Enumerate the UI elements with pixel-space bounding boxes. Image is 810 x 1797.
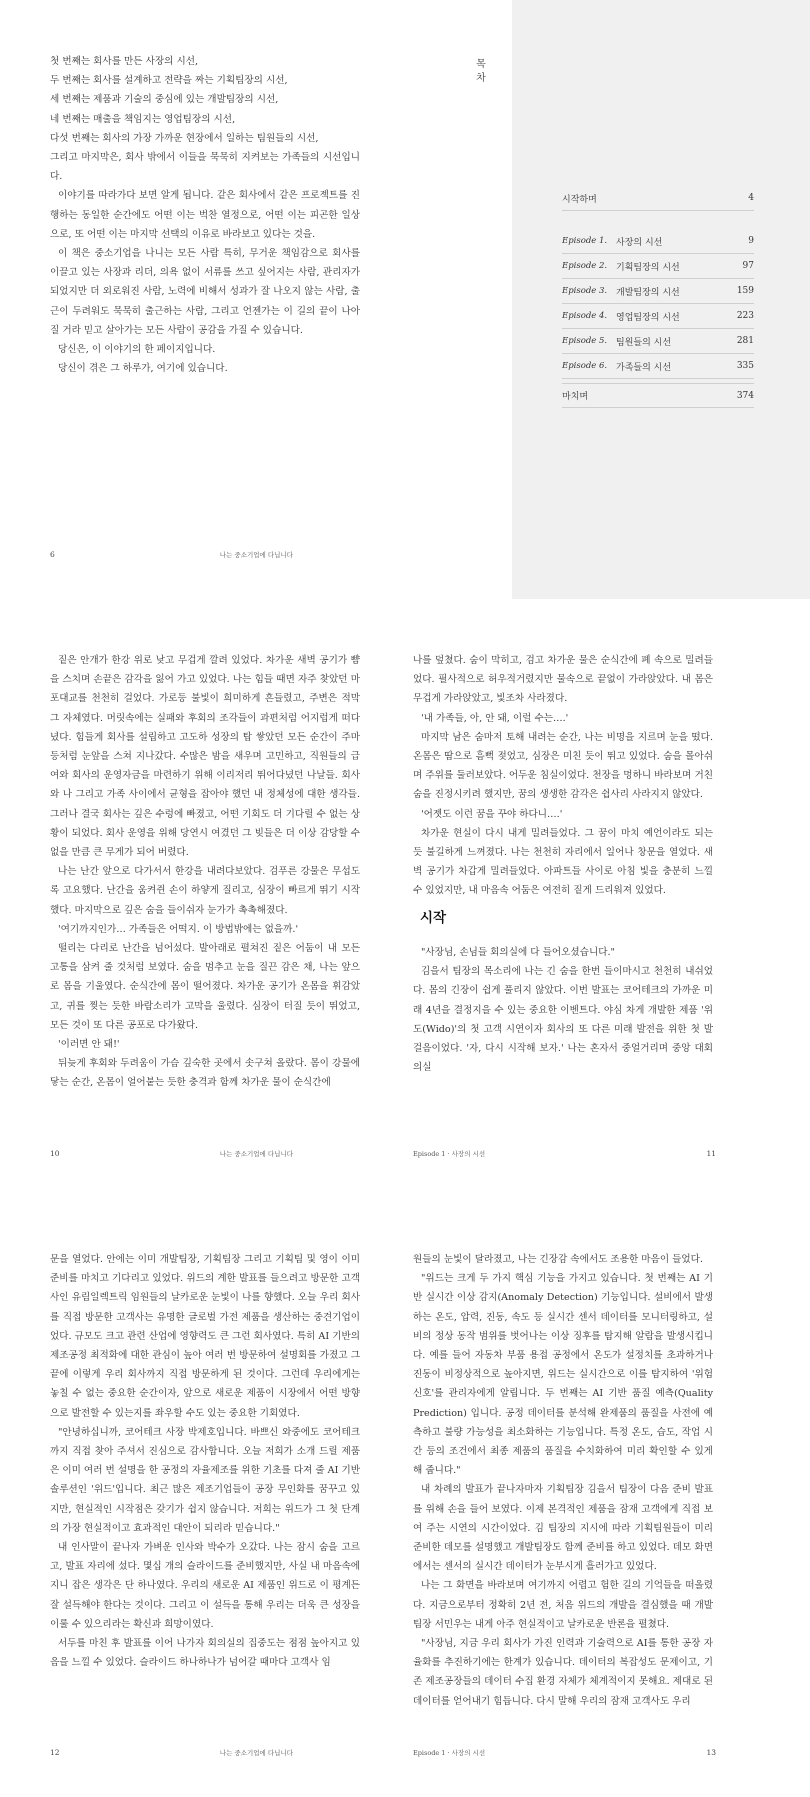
paragraph: 나는 그 화면을 바라보며 여기까지 어렵고 험한 길의 기억들을 떠올렸다. 지금으로부터 정확히 2년 전, 처음 위드의 개발을 결심했을 때 개발팀장 서민우는 내게 아주 현실적이고 날카로운 반론을 펼쳤다. [413, 1580, 713, 1630]
toc-entry-episode-2[interactable] [562, 254, 754, 279]
paragraph: "사장님, 손님들 회의실에 다 들어오셨습니다." [421, 947, 615, 958]
paragraph: 이야기를 따라가다 보면 알게 됩니다. 같은 회사에서 같은 프로젝트를 진행하는 동일한 순간에도 어떤 이는 벅찬 열정으로, 어떤 이는 피곤한 일상으로, 또 어떤 이는 마지막 선택의 이유로 바라보고 있다는 것을. [50, 190, 360, 240]
line: 두 번째는 회사를 설계하고 전략을 짜는 기획팀장의 시선, [50, 75, 288, 87]
toc-title-char: 차 [476, 73, 486, 84]
paragraph: "안녕하십니까, 코어테크 사장 박제호입니다. 바쁘신 와중에도 코어테크까지 직접 찾아 주셔서 진심으로 감사합니다. 오늘 저희가 소개 드릴 제품은 이미 여러 번 설명을 한 공정의 자율제조를 위한 기초를 다져 줄 AI 기반 솔루션인 '위드'입니다. 최근 많은 제조기업들이 공장 무인화를 꿈꾸고 있지만, 현실적인 시작점은 갖기가 쉽지 않습니다. 저희는 위드가 그 첫 단계의 가장 현실적이고 효과적인 대안이 되리라 믿습니다." [50, 1426, 360, 1534]
paragraph: 나를 덮쳤다. 숨이 막히고, 검고 차가운 물은 순식간에 폐 속으로 밀려들었다. 필사적으로 허우적거렸지만 물속으로 끝없이 가라앉았다. 내 몸은 무겁게 가라앉았고, 빛조차 사라졌다. [413, 655, 713, 705]
paragraph: 당신은, 이 이야기의 한 페이지입니다. [58, 344, 216, 356]
line: 그리고 마지막은, 회사 밖에서 이들을 묵묵히 지켜보는 가족들의 시선입니다. [50, 152, 360, 183]
paragraph: "사장님, 지금 우리 회사가 가진 인력과 기술력으로 AI를 통한 공장 자율화를 추진하기에는 한계가 있습니다. 데이터의 복잡성도 문제이고, 기존 제조공장들의 데이터 수집 환경 자체가 체계적이지 못해요. 제대로 된 데이터를 얻어내기 힘듭니다. 다시 말해 우리의 잠재 고객사도 우리 [413, 1638, 713, 1707]
book-page-11 [405, 599, 810, 1198]
running-head: 나는 중소기업에 다닙니다 [219, 1749, 293, 1757]
episode-label: Episode 5. [562, 336, 608, 346]
paragraph: 김을서 팀장의 목소리에 나는 긴 숨을 한번 들이마시고 천천히 내쉬었다. 몸의 긴장이 쉽게 풀리지 않았다. 이번 발표는 코어테크의 가까운 미래 4년을 결정지을 수 있는 중요한 이벤트다. 야심 차게 개발한 제품 '위도(Wido)'의 첫 고객 시연이자 회사의 또 다른 미래 발전을 위한 첫 발걸음이었다. '자, 다시 시작해 보자.' 나는 혼자서 중얼거리며 중앙 대회의실 [413, 966, 713, 1074]
page-10-body [50, 651, 360, 1093]
toc-entry-page: 9 [748, 236, 754, 246]
episode-label: Episode 3. [562, 286, 608, 296]
paragraph: "위드는 크게 두 가지 핵심 기능을 가지고 있습니다. 첫 번째는 AI 기반 실시간 이상 감지(Anomaly Detection) 기능입니다. 설비에서 발생하는 온도, 압력, 진동, 속도 등 실시간 센서 데이터를 모니터링하고, 설비의 정상 동작 범위를 벗어나는 이상 징후를 탐지해 알람을 발생시킵니다. 예를 들어 자동차 부품 용접 공정에서 온도가 설정치를 초과하거나 진동이 비정상적으로 높아지면, 위드는 실시간으로 이를 탐지하여 '위험 신호'를 관리자에게 알립니다. 두 번째는 AI 기반 품질 예측(Quality Prediction) 입니다. 공정 데이터를 분석해 완제품의 품질을 사전에 예측하고 불량 가능성을 최소화하는 기능입니다. 특정 온도, 습도, 작업 시간 등의 조건에서 최종 제품의 품질을 수치화하여 미리 확인할 수 있게 해 줍니다." [413, 1273, 713, 1477]
toc-intro [562, 186, 754, 211]
page-number: 10 [50, 1149, 60, 1158]
running-head: Episode 1 · 사장의 시선 [413, 1150, 486, 1158]
toc-entry-title: 기획팀장의 시선 [616, 262, 680, 273]
page-13-body [413, 1250, 713, 1711]
paragraph: 떨리는 다리로 난간을 넘어섰다. 발아래로 펼쳐진 짙은 어둠이 내 모든 고통을 삼켜 줄 것처럼 보였다. 숨을 멈추고 눈을 질끈 감은 채, 나는 앞으로 몸을 기울였다. 순식간에 몸이 떨어졌다. 차가운 공기가 온몸을 휘감았고, 귀를 찢는 듯한 바람소리가 고막을 울렸다. 심장이 터질 듯이 뛰었고, 모든 것이 또 다른 공포로 다가왔다. [50, 943, 360, 1031]
book-page-10 [0, 599, 405, 1198]
paragraph: 문을 열었다. 안에는 이미 개발팀장, 기획팀장 그리고 기획팀 및 영이 이미 준비를 마치고 기다리고 있었다. 위드의 계한 발표를 들으려고 방문한 고객사인 유림일렉트릭 임원들의 날카로운 눈빛이 나를 향했다. 오늘 우리 회사를 직접 방문한 고객사는 유명한 글로벌 가전 제품을 생산하는 중견기업이었다. 규모도 크고 관련 산업에 영향력도 큰 그런 회사였다. 특히 AI 기반의 제조공정 최적화에 대한 관심이 높아 여러 번 방문하여 설명회를 가졌고 그 끝에 이렇게 우리 회사까지 직접 방문하게 된 것이다. 그런데 우리에게는 놓칠 수 없는 중요한 순간이자, 앞으로 새로운 제품이 시장에서 어떤 방향으로 발전할 수 있는지를 좌우할 수도 있는 중요한 기회였다. [50, 1254, 360, 1419]
toc-entry-episode-4[interactable] [562, 304, 754, 329]
toc-episodes [562, 229, 754, 379]
line: 첫 번째는 회사를 만든 사장의 시선, [50, 56, 199, 67]
page-11-body-bottom [413, 943, 713, 1077]
toc-entry-page: 281 [736, 336, 754, 346]
toc-entry-episode-5[interactable] [562, 329, 754, 354]
page-number: 13 [706, 1748, 716, 1757]
line: 다섯 번째는 회사의 가장 가까운 현장에서 일하는 팀원들의 시선, [50, 132, 319, 144]
paragraph: 원들의 눈빛이 달라졌고, 나는 긴장감 속에서도 조용한 마음이 들었다. [413, 1254, 703, 1265]
paragraph: 차가운 현실이 다시 내게 밀려들었다. 그 꿈이 마치 예언이라도 되는 듯 불길하게 느껴졌다. 나는 천천히 자리에서 일어나 창문을 열었다. 새벽 공기가 차갑게 밀려들었다. 아파트들 사이로 아침 빛을 충분히 느낄 수 있었지만, 내 마음속 어둠은 여전히 짙게 드리워져 있었다. [413, 827, 713, 897]
episode-label: Episode 6. [562, 361, 608, 371]
episode-label: Episode 1. [562, 236, 608, 246]
toc-entry-title: 영업팀장의 시선 [616, 312, 680, 323]
paragraph: 내 인사말이 끝나자 가벼운 인사와 박수가 오갔다. 나는 잠시 숨을 고르고, 발표 자리에 섰다. 몇십 개의 슬라이드를 준비했지만, 사실 내 마음속에 지니 잡은 생각은 단 하나였다. 우리의 새로운 AI 제품인 위드로 이 평계든 잘 설득해야 한다는 것이다. 그리고 이 설득을 통해 우리는 더욱 큰 성장을 이룰 수 있으리라는 확신과 희망이였다. [50, 1542, 360, 1630]
book-page-6 [0, 0, 405, 599]
toc-vertical-title [474, 58, 488, 86]
paragraph: 내 차례의 발표가 끝나자마자 기획팀장 김을서 팀장이 다음 준비 발표를 위해 손을 들어 보였다. 이제 본격적인 제품을 잠재 고객에게 직접 보여 주는 시연의 시간이었다. 김 팀장의 지시에 따라 기획팀원들이 미리 준비한 데모를 설명했고 개발팀장도 함께 준비를 하고 있었다. 데모 화면에서는 센서의 실시간 데이터가 눈부시게 흘러가고 있었다. [413, 1484, 713, 1573]
toc-outro [562, 383, 754, 408]
page-number: 11 [706, 1149, 716, 1158]
toc-entry-page: 374 [736, 390, 754, 401]
toc-entry-title: 사장의 시선 [616, 237, 663, 248]
toc-title-char: 목 [476, 59, 486, 70]
paragraph: '내 가족들, 아, 안 돼, 이럴 수는….' [421, 712, 569, 724]
line: 세 번째는 제품과 기술의 중심에 있는 개발팀장의 시선, [50, 94, 279, 106]
paragraph: 이 책은 중소기업을 나니는 모든 사람 특히, 무거운 책임감으로 회사를 이끌고 있는 사장과 리더, 의욕 없이 서류를 쓰고 싶어지는 사람, 관리자가 되었지만 더 외로워진 사람, 노력에 비해서 성과가 잘 나오지 않는 사람, 출근이 두려워도 묵묵히 출근하는 사람, 그리고 언젠가는 이 길의 끝이 나아질 거라 믿고 살아가는 모든 사람이 공감을 가질 수 있습니다. [50, 248, 360, 336]
toc-entry-page: 335 [736, 361, 754, 371]
episode-label: Episode 4. [562, 311, 608, 321]
toc-entry-title: 개발팀장의 시선 [616, 287, 680, 298]
toc-entry-page: 4 [748, 193, 754, 203]
paragraph: 나는 난간 앞으로 다가서서 한강을 내려다보았다. 검푸른 강물은 무섭도록 고요했다. 난간을 움켜쥔 손이 하얗게 질리고, 심장이 빠르게 뛰기 시작했다. 마지막으로 깊은 숨을 들이쉬자 눈가가 촉촉해졌다. [50, 866, 360, 916]
paragraph: 당신이 겪은 그 하루가, 여기에 있습니다. [58, 363, 228, 375]
toc-entry-intro[interactable] [562, 186, 754, 211]
page-11-body-top [413, 651, 713, 901]
toc-entry-title: 시작하며 [562, 194, 597, 205]
page-number: 6 [50, 550, 55, 559]
paragraph: 마지막 남은 숨마저 토해 내려는 순간, 나는 비명을 지르며 눈을 떴다. 온몸은 땀으로 흠뻑 젖었고, 심장은 미친 듯이 뛰고 있었다. 숨을 몰아쉬며 주위를 둘러보았다. 어두운 침실이었다. 천장을 멍하니 바라보며 거친 숨을 진정시키려 했지만, 꿈의 생생한 감각은 쉽사리 사라지지 않았다. [413, 731, 713, 801]
paragraph: '여기까지인가… 가족들은 어떡지. 이 방법밖에는 없을까.' [58, 923, 299, 935]
toc-entry-outro[interactable] [562, 383, 754, 408]
toc-entry-title: 마치며 [562, 392, 589, 402]
toc-entry-page: 97 [742, 261, 754, 271]
paragraph: '어젯도 이런 꿈을 꾸야 하다니….' [421, 808, 563, 820]
paragraph: 짙은 안개가 한강 위로 낮고 무겁게 깔려 있었다. 차가운 새벽 공기가 뺨을 스치며 손끝은 감각을 잃어 가고 있었다. 나는 힘들 때면 자주 찾았던 마포대교를 천천히 걸었다. 가로등 불빛이 희미하게 흔들렸고, 주변은 적막 그 자체였다. 머릿속에는 실패와 후회의 조각들이 과편처럼 어지럽게 떠다녔다. 힘들게 회사를 설립하고 고도하 성장의 탑 쌓았던 모든 순간이 주마등처럼 눈앞을 스쳐 지나갔다. 수많은 밤을 새우며 고민하고, 직원들의 급여와 회사의 운영자금을 마련하기 위해 이리저리 뛰어다녔던 나날들. 회사와 나 그리고 가족 사이에서 균형을 잡아야 했던 내 정체성에 대한 생각들. 그러나 결국 회사는 깊은 수렁에 빠졌고, 어떤 기회도 더 기다릴 수 없는 상황이 되었다. 회사 운영을 위해 당연시 여겼던 그 빚들은 더 이상 감당할 수 없을 만큼 큰 무게가 되어 버렸다. [50, 655, 360, 859]
running-head: 나는 중소기업에 다닙니다 [219, 551, 293, 559]
paragraph: 뒤늦게 후회와 두려움이 가슴 깊숙한 곳에서 솟구쳐 올랐다. 몸이 강물에 닿는 순간, 온몸이 얼어붙는 듯한 충격과 함께 차가운 물이 순식간에 [50, 1058, 360, 1089]
toc-entry-title: 가족들의 시선 [616, 362, 672, 373]
page-6-body [50, 52, 360, 378]
toc-entry-episode-3[interactable] [562, 279, 754, 304]
page-number: 12 [50, 1748, 60, 1757]
section-heading: 시작 [420, 910, 447, 926]
line: 네 번째는 매출을 책임지는 영업팀장의 시선, [50, 113, 236, 125]
running-head: Episode 1 · 사장의 시선 [413, 1749, 486, 1757]
paragraph: 서두를 마친 후 발표를 이어 나가자 회의실의 집중도는 점점 높아지고 있음을 느낄 수 있었다. 슬라이드 하나하나가 넘어갈 때마다 고객사 임 [50, 1638, 360, 1669]
toc-entry-title: 팀원들의 시선 [616, 337, 672, 348]
toc-entry-episode-6[interactable] [562, 354, 754, 379]
toc-entry-episode-1[interactable] [562, 229, 754, 254]
book-page-13 [405, 1198, 810, 1797]
toc-entry-page: 223 [736, 311, 754, 321]
page-12-body [50, 1250, 360, 1672]
running-head: 나는 중소기업에 다닙니다 [219, 1150, 293, 1158]
episode-label: Episode 2. [562, 261, 608, 271]
paragraph: '이러면 안 돼!' [58, 1039, 120, 1051]
book-page-12 [0, 1198, 405, 1797]
toc-entry-page: 159 [736, 286, 754, 296]
